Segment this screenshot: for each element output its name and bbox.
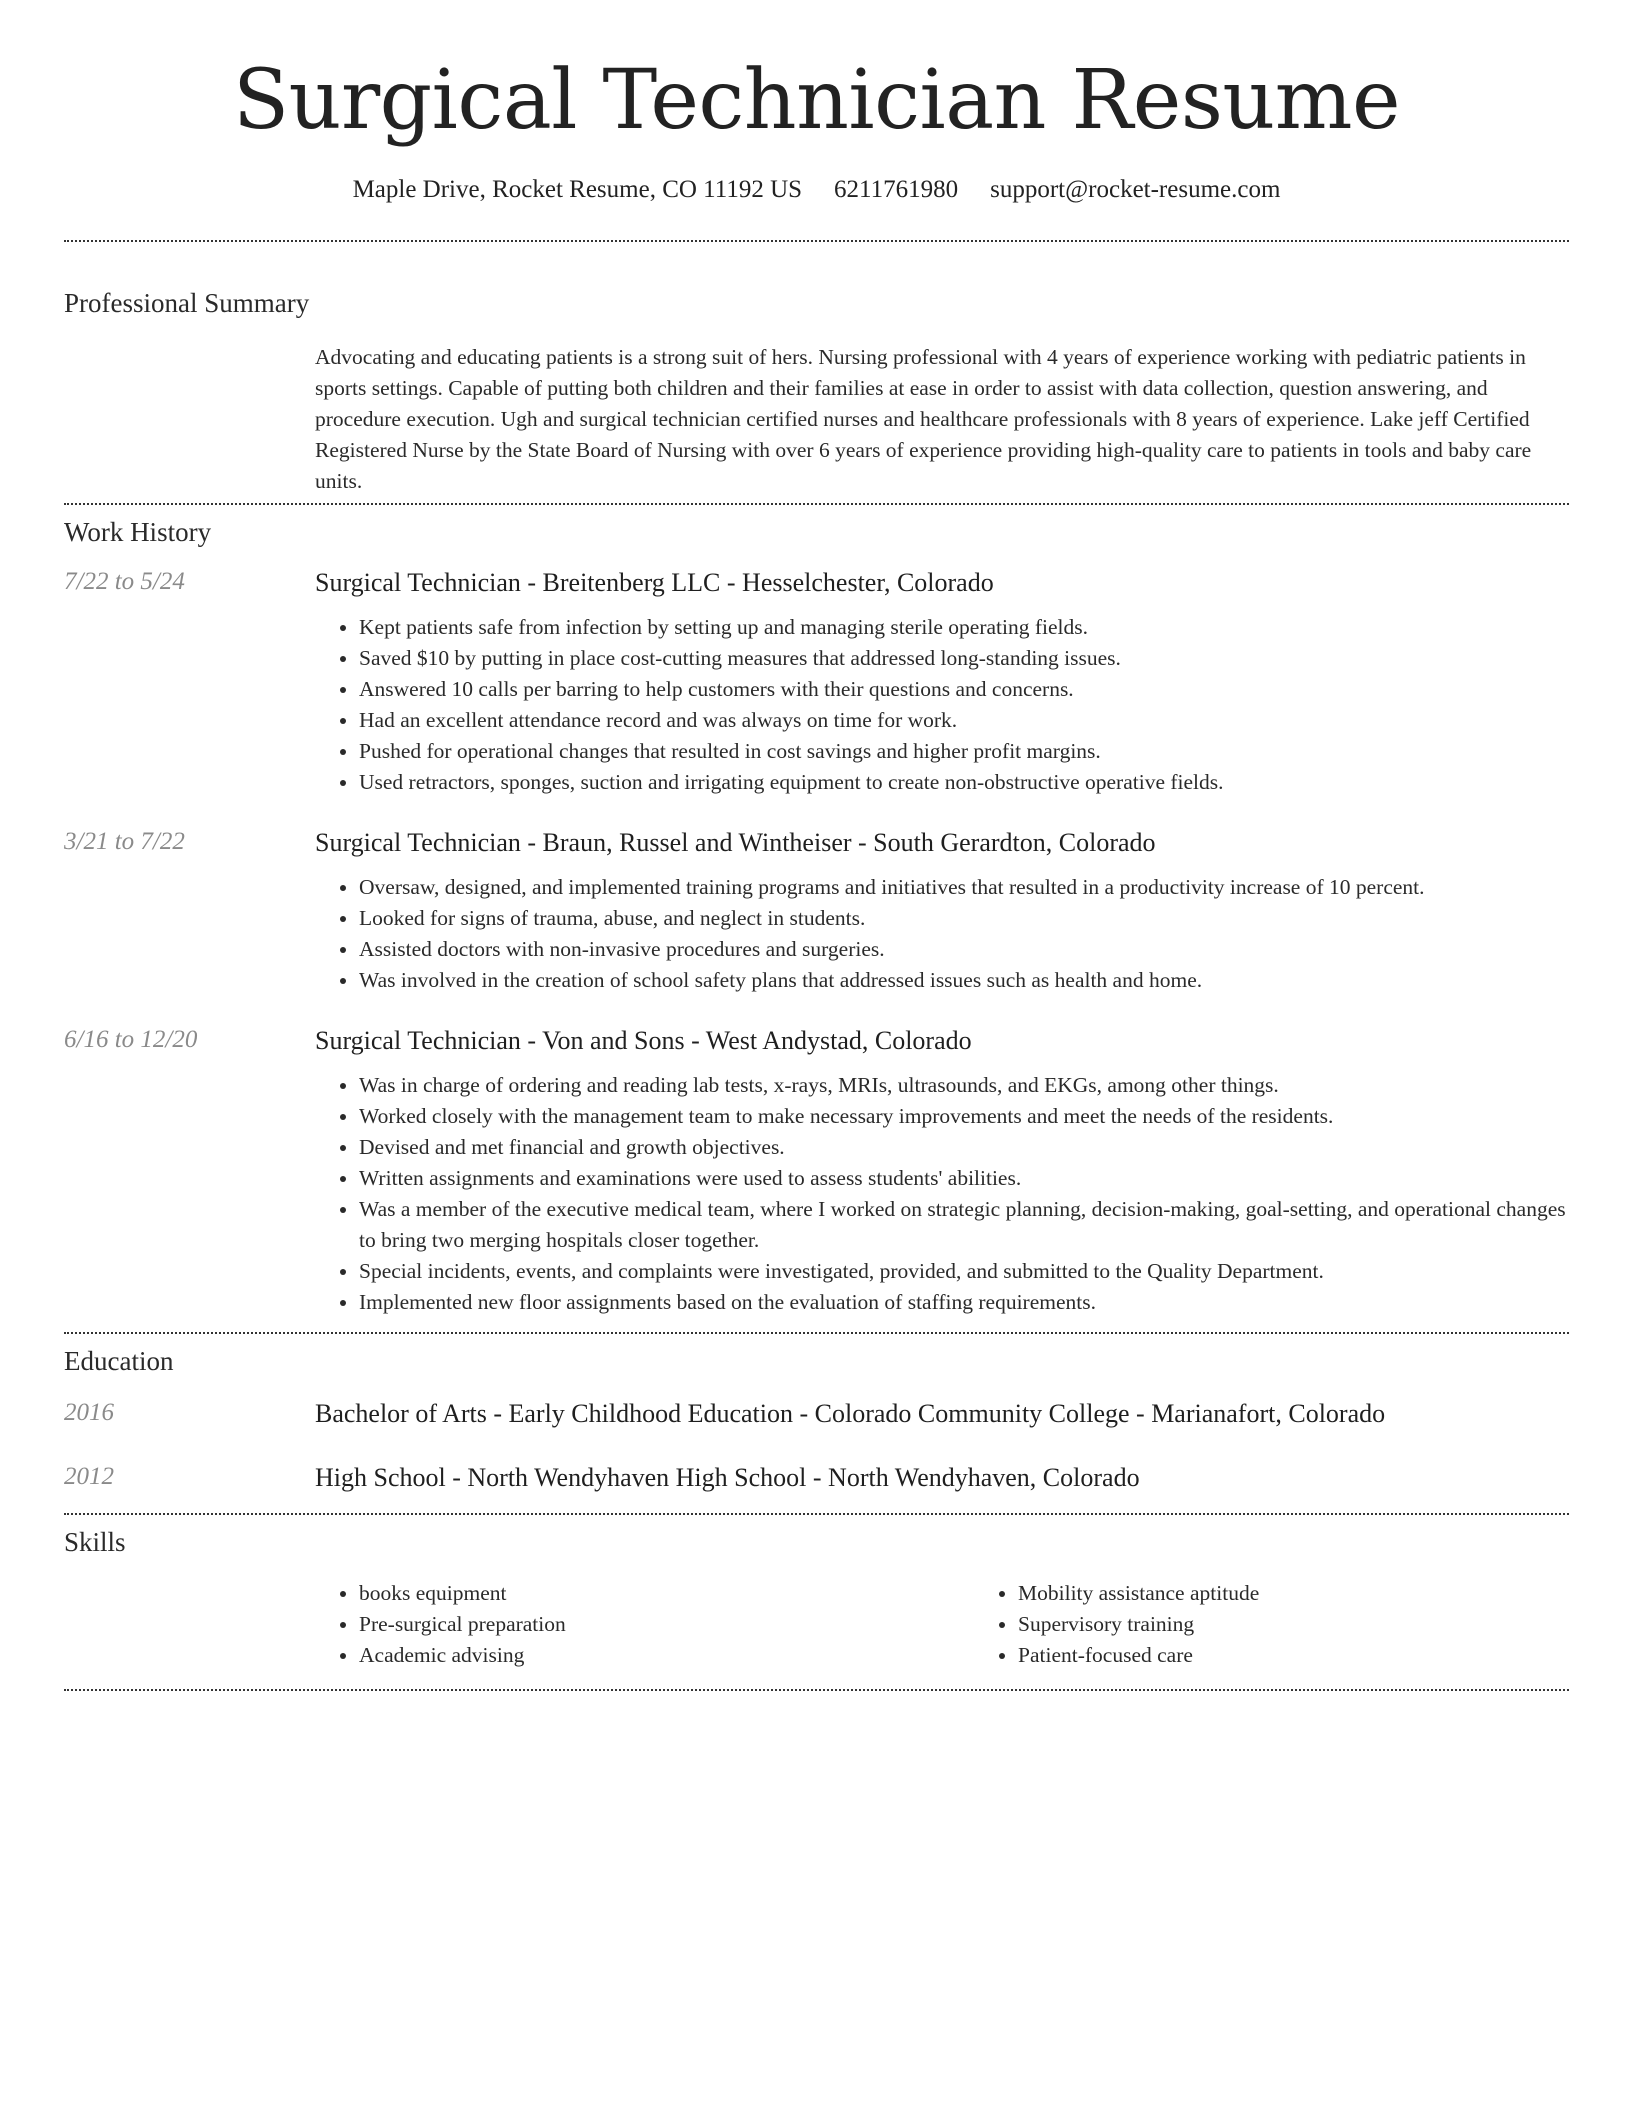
skill-item: • Mobility assistance aptitude [1018, 1578, 1632, 1609]
contact-email: support@rocket-resume.com [990, 176, 1281, 203]
education-degree: High School [315, 1463, 446, 1492]
education-degree: Bachelor of Arts [315, 1399, 487, 1428]
job-title: Surgical Technician - Von and Sons - West Andystad, Colorado [315, 1026, 972, 1055]
divider [64, 503, 1569, 505]
skill-item: • Pre-surgical preparation [359, 1609, 974, 1640]
contact-phone: 6211761980 [834, 176, 959, 203]
divider [64, 240, 1569, 242]
education-year: 2012 [64, 1463, 114, 1490]
work-section [64, 517, 1569, 1318]
job-bullet: • Written assignments and examinations were used to assess students' abilities. [359, 1163, 1569, 1194]
job-bullet: • Devised and met financial and growth objectives. [359, 1132, 1569, 1163]
summary-heading: Professional Summary [64, 288, 310, 318]
skills-list-right [974, 1578, 1632, 1671]
job-dates: 6/16 to 12/20 [64, 1026, 198, 1053]
contact-address: Maple Drive, Rocket Resume, CO 11192 US [352, 176, 803, 203]
divider [64, 1513, 1569, 1515]
education-details: - North Wendyhaven High School - North Wendyhaven, Colorado [445, 1463, 1140, 1492]
job-title: Surgical Technician - Breitenberg LLC - Hesselchester, Colorado [315, 568, 994, 597]
job-bullet: • Special incidents, events, and complaints were investigated, provided, and submitted to the Quality Department. [359, 1256, 1569, 1287]
skill-item: • Academic advising [359, 1640, 974, 1671]
education-heading: Education [64, 1346, 174, 1376]
job-bullet: • Looked for signs of trauma, abuse, and neglect in students. [359, 903, 1569, 934]
job-bullet: • Oversaw, designed, and implemented training programs and initiatives that resulted in a productivity increase of 10 percent. [359, 872, 1569, 903]
skill-item: • books equipment [359, 1578, 974, 1609]
summary-section [64, 288, 1569, 497]
job-bullets [315, 872, 1569, 996]
skill-item: • Patient-focused care [1018, 1640, 1632, 1671]
contact-line [64, 176, 1569, 204]
job-bullet: • Was involved in the creation of school safety plans that addressed issues such as health and home. [359, 965, 1569, 996]
job-entry [64, 568, 1569, 798]
job-bullet: • Kept patients safe from infection by setting up and managing sterile operating fields. [359, 612, 1569, 643]
education-entry [64, 1463, 1569, 1493]
skills-section [64, 1527, 1569, 1671]
divider [64, 1689, 1569, 1691]
divider [64, 1332, 1569, 1334]
job-bullet: • Pushed for operational changes that resulted in cost savings and higher profit margins. [359, 736, 1569, 767]
skills-heading: Skills [64, 1527, 126, 1557]
job-bullet: • Was a member of the executive medical team, where I worked on strategic planning, decision-making, goal-setting, and operational changes to bring two merging hospitals closer together. [359, 1194, 1569, 1256]
skill-item: • Supervisory training [1018, 1609, 1632, 1640]
job-bullet: • Implemented new floor assignments based on the evaluation of staffing requirements. [359, 1287, 1569, 1318]
job-bullet: • Saved $10 by putting in place cost-cutting measures that addressed long-standing issues. [359, 643, 1569, 674]
job-bullet: • Used retractors, sponges, suction and irrigating equipment to create non-obstructive operative fields. [359, 767, 1569, 798]
summary-text: Advocating and educating patients is a strong suit of hers. Nursing professional with 4 years of experience working with pediatric patients in sports settings. Capable of putting both children and their families at ease in order to assist with data collection, question answering, and procedure execution. Ugh and surgical technician certified nurses and healthcare professionals with 8 years of experience. Lake jeff Certified Registered Nurse by the State Board of Nursing with over 6 years of experience providing high-quality care to patients in tools and baby care units. [315, 345, 1532, 493]
education-details: - Early Childhood Education - Colorado Community College - Marianafort, Colorado [486, 1399, 1386, 1428]
job-bullet: • Was in charge of ordering and reading lab tests, x-rays, MRIs, ultrasounds, and EKGs, among other things. [359, 1070, 1569, 1101]
resume-page [64, 0, 1569, 1691]
job-dates: 7/22 to 5/24 [64, 568, 185, 595]
job-bullets [315, 1070, 1569, 1318]
work-heading: Work History [64, 517, 212, 547]
skills-list-left [315, 1578, 974, 1671]
resume-title: Surgical Technician Resume [233, 53, 1400, 148]
job-bullet: • Assisted doctors with non-invasive procedures and surgeries. [359, 934, 1569, 965]
education-year: 2016 [64, 1399, 114, 1426]
job-bullet: • Had an excellent attendance record and was always on time for work. [359, 705, 1569, 736]
job-entry [64, 828, 1569, 996]
job-dates: 3/21 to 7/22 [64, 828, 185, 855]
education-entry [64, 1399, 1569, 1429]
job-bullet: • Answered 10 calls per barring to help customers with their questions and concerns. [359, 674, 1569, 705]
job-bullet: • Worked closely with the management team to make necessary improvements and meet the needs of the residents. [359, 1101, 1569, 1132]
job-title: Surgical Technician - Braun, Russel and Wintheiser - South Gerardton, Colorado [315, 828, 1156, 857]
job-entry [64, 1026, 1569, 1318]
education-section [64, 1346, 1569, 1493]
job-bullets [315, 612, 1569, 798]
